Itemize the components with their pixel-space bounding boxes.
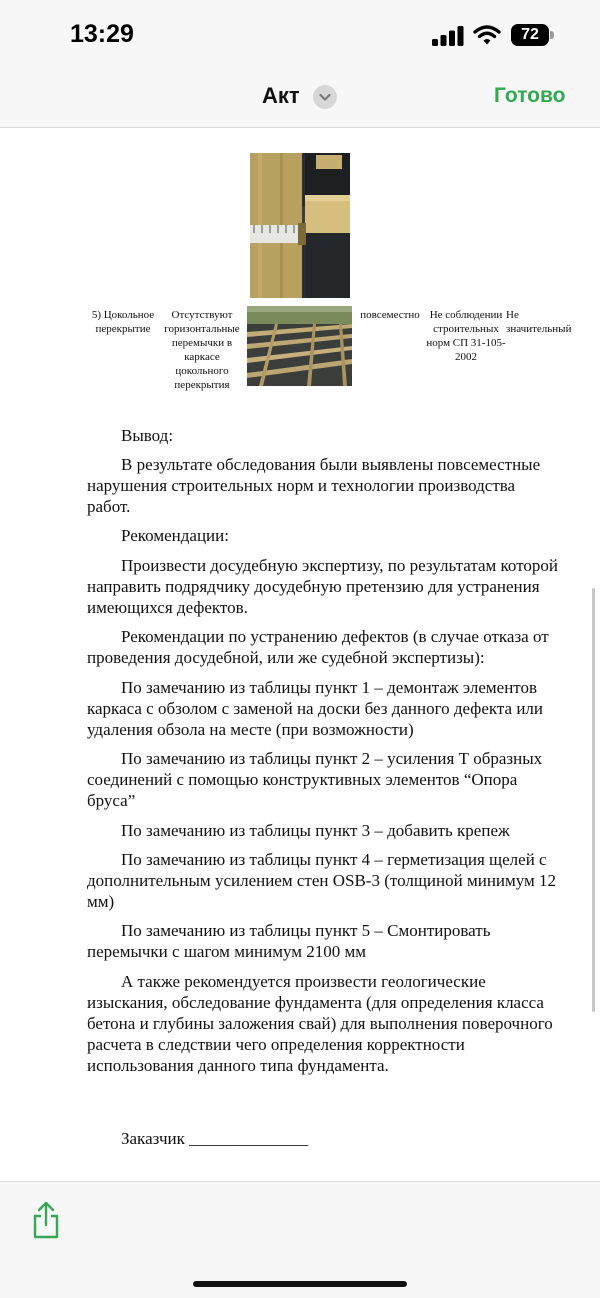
wifi-icon: [473, 24, 501, 46]
title-menu-button[interactable]: [313, 85, 337, 109]
conclusion-heading: Вывод:: [121, 426, 174, 445]
table-cell-severity: Не значительный: [506, 309, 572, 335]
status-bar: [0, 0, 600, 70]
battery-icon: [511, 24, 549, 46]
done-button[interactable]: Готово: [494, 84, 566, 107]
home-indicator[interactable]: [193, 1281, 407, 1287]
table-cell-scope: повсеместно: [360, 309, 420, 321]
chevron-down-icon: [313, 85, 337, 109]
signature-line: Заказчик ______________: [121, 1129, 309, 1148]
recommendation-item: А также рекомендуется произвести геологические изыскания, обследование фундамента (для определения класса бетона и глубины заложения свай) для выполнения поверочного расчета в следствии чего определения корректности использования данного типа фундамента.: [87, 972, 553, 1075]
table-cell-defect: Отсутствуют горизонтальные перемычки в каркасе цокольного перекрытия: [164, 309, 240, 391]
recommendation-item: Рекомендации по устранению дефектов (в случае отказа от проведения досудебной, или же судебной экспертизы):: [87, 627, 549, 667]
photo-floor-framing: [247, 306, 352, 386]
recommendations-heading: Рекомендации:: [121, 526, 229, 545]
photo-timber-measurement: [250, 153, 350, 298]
table-cell-violation: Не соблюдении строительных норм СП 31-105-2002: [426, 309, 506, 363]
conclusion-text: В результате обследования были выявлены повсеместные нарушения строительных норм и технологии производства работ.: [87, 455, 541, 516]
bottom-toolbar: [0, 1181, 600, 1298]
recommendation-item: По замечанию из таблицы пункт 4 – герметизация щелей с дополнительным усилением стен OSB-3 (толщиной минимум 12 мм): [87, 850, 557, 911]
scrollbar[interactable]: [592, 588, 595, 1012]
status-time: 13:29: [70, 20, 134, 48]
battery-level: 72: [521, 26, 539, 43]
table-cell-item: 5) Цокольное перекрытие: [91, 309, 155, 335]
battery-tip: [550, 31, 554, 39]
nav-bar: [0, 70, 600, 128]
recommendation-item: По замечанию из таблицы пункт 5 – Смонтировать перемычки с шагом минимум 2100 мм: [87, 921, 491, 961]
document-title: Акт: [262, 83, 300, 108]
share-icon[interactable]: [30, 1200, 62, 1240]
recommendation-item: Произвести досудебную экспертизу, по результатам которой направить подрядчику досудебную претензию для устранения имеющихся дефектов.: [87, 556, 559, 617]
cellular-signal-icon: [432, 26, 464, 46]
document-page: [0, 128, 600, 1180]
recommendation-item: По замечанию из таблицы пункт 2 – усиления Т образных соединений с помощью конструктивных элементов “Опора бруса”: [87, 749, 543, 810]
recommendation-item: По замечанию из таблицы пункт 1 – демонтаж элементов каркаса с обзолом с заменой на доски без данного дефекта или удаления обзола на месте (при возможности): [87, 678, 544, 739]
recommendation-item: По замечанию из таблицы пункт 3 – добавить крепеж: [121, 821, 510, 840]
